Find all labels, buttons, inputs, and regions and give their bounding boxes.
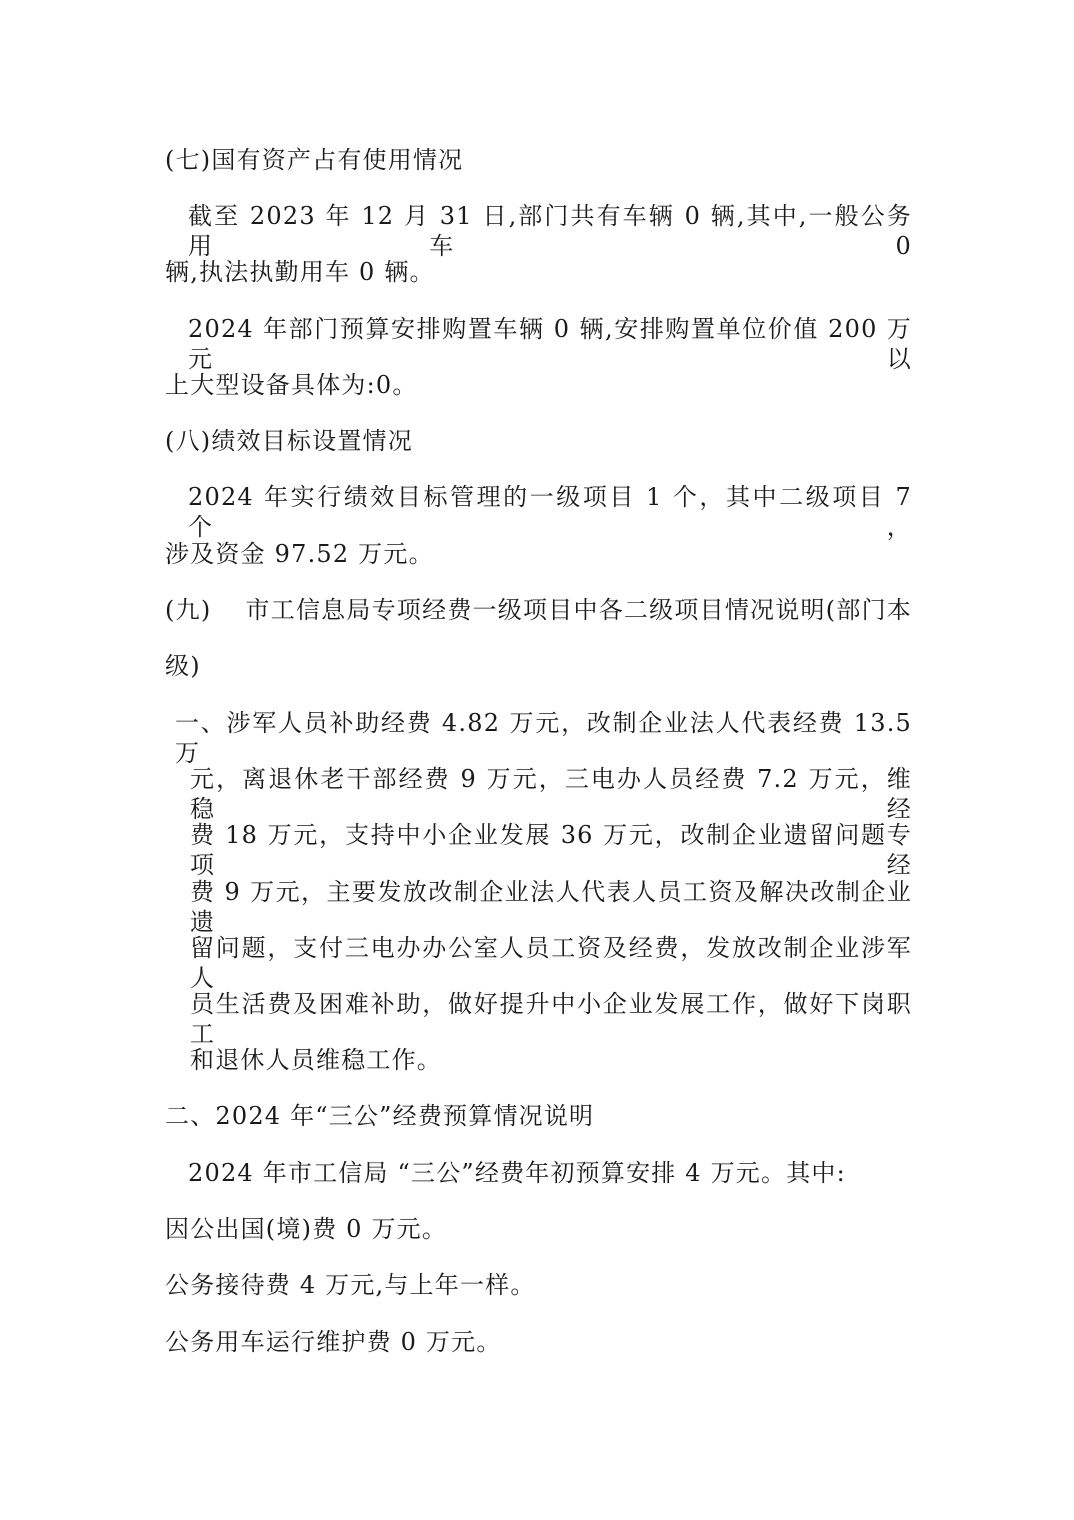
section-9-item-line-6: 员生活费及困难补助，做好提升中小企业发展工作，做好下岗职工 <box>190 990 912 1048</box>
section-9-item-line-7: 和退休人员维稳工作。 <box>190 1046 442 1074</box>
section-9-title-line-2: 级) <box>165 652 201 680</box>
section-9-item-line-2: 元，离退休老干部经费 9 万元，三电办人员经费 7.2 万元，维稳经 <box>190 765 912 823</box>
section-7-paragraph-1-line-1: 截至 2023 年 12 月 31 日,部门共有车辆 0 辆,其中,一般公务用车 0 <box>188 202 912 260</box>
part-2-paragraph-3: 公务接待费 4 万元,与上年一样。 <box>165 1271 536 1299</box>
section-7-paragraph-2-line-1: 2024 年部门预算安排购置车辆 0 辆,安排购置单位价值 200 万元以 <box>188 315 912 373</box>
section-9-item-line-4: 费 9 万元，主要发放改制企业法人代表人员工资及解决改制企业遗 <box>190 878 912 936</box>
section-9-item-line-3: 费 18 万元，支持中小企业发展 36 万元，改制企业遗留问题专项经 <box>190 821 912 879</box>
section-7-title: (七)国有资产占有使用情况 <box>165 146 464 174</box>
section-9-item-line-5: 留问题，支付三电办办公室人员工资及经费，发放改制企业涉军人 <box>190 934 912 992</box>
section-9-title-line-1: (九) 市工信息局专项经费一级项目中各二级项目情况说明(部门本 <box>165 596 912 624</box>
section-7-paragraph-1-line-2: 辆,执法执勤用车 0 辆。 <box>165 258 435 286</box>
section-8-paragraph-line-1: 2024 年实行绩效目标管理的一级项目 1 个，其中二级项目 7 个， <box>188 483 912 541</box>
section-8-paragraph-line-2: 涉及资金 97.52 万元。 <box>165 540 434 568</box>
section-8-title: (八)绩效目标设置情况 <box>165 427 413 455</box>
part-2-paragraph-1: 2024 年市工信局 “三公”经费年初预算安排 4 万元。其中: <box>188 1159 846 1187</box>
part-2-paragraph-4: 公务用车运行维护费 0 万元。 <box>165 1328 502 1356</box>
part-2-paragraph-2: 因公出国(境)费 0 万元。 <box>165 1215 448 1243</box>
section-7-paragraph-2-line-2: 上大型设备具体为:0。 <box>165 371 418 399</box>
part-2-title: 二、2024 年“三公”经费预算情况说明 <box>165 1102 595 1130</box>
section-9-item-line-1: 一、涉军人员补助经费 4.82 万元，改制企业法人代表经费 13.5 万 <box>175 709 912 767</box>
